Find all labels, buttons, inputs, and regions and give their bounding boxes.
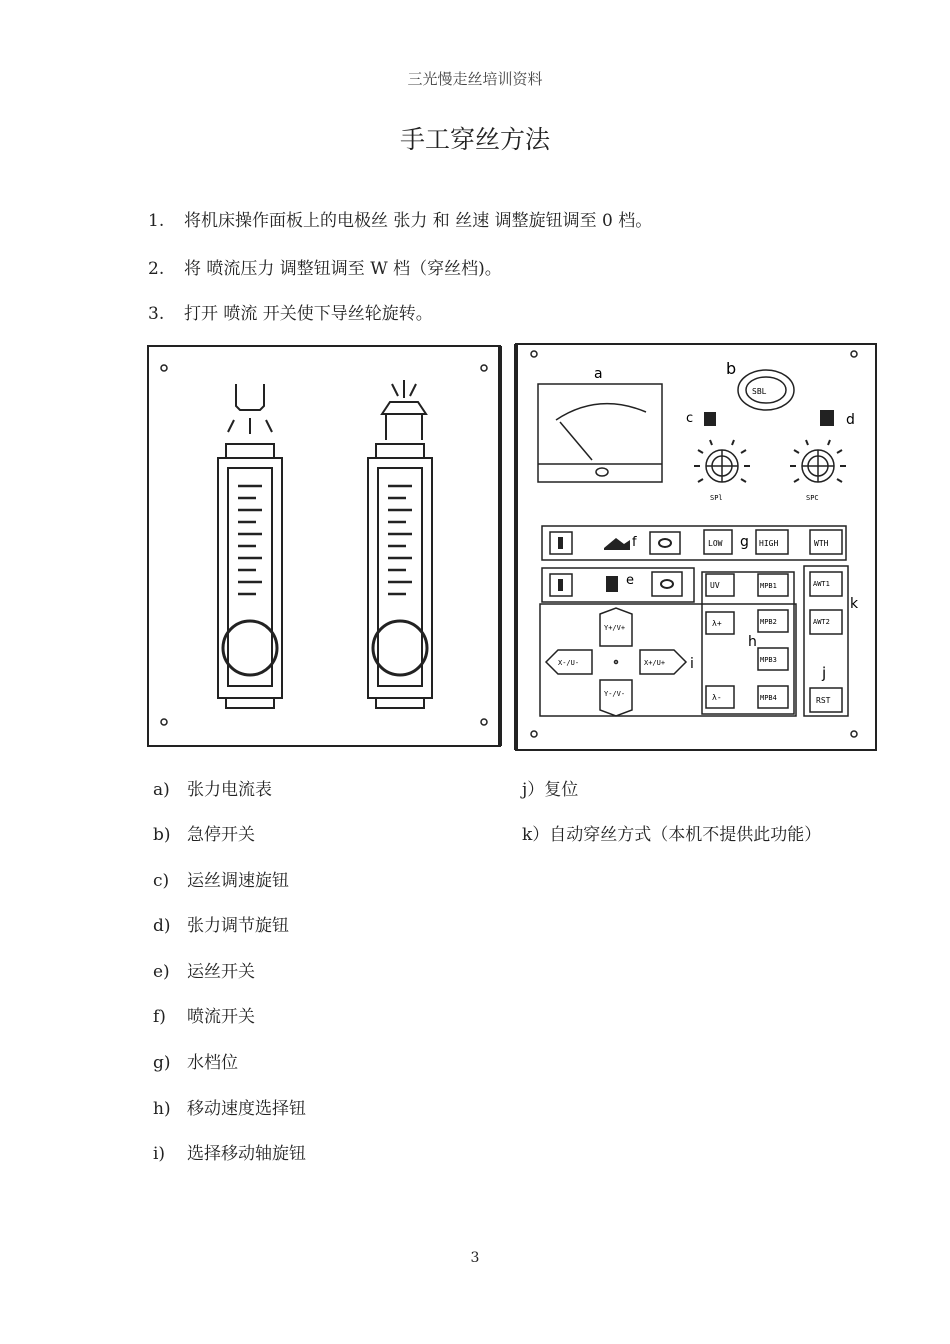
legend-item-a (153, 775, 272, 800)
screw-icon (851, 351, 857, 357)
flow-icon (604, 538, 630, 550)
arrow-down-label: Y-/V- (604, 690, 626, 698)
label-c: c (686, 411, 694, 426)
legend-text: 移动速度选择钮 (187, 1099, 306, 1119)
legend-item-d (153, 911, 289, 936)
btn-uv[interactable]: UV (710, 581, 720, 590)
btn-wth[interactable]: WTH (814, 539, 829, 548)
screw-icon (481, 719, 487, 725)
step-2 (148, 254, 502, 279)
legend-text: 运丝调速旋钮 (187, 871, 289, 891)
legend-key: h) (153, 1099, 171, 1119)
page-header: 三光慢走丝培训资料 (407, 70, 543, 88)
step-number: 1. (148, 211, 165, 231)
legend-key: d) (153, 916, 171, 936)
control-panel-figure (146, 340, 878, 756)
btn-rst[interactable]: RST (816, 696, 831, 705)
legend-key: f) (153, 1007, 166, 1027)
legend-text: 运丝开关 (187, 962, 255, 982)
legend-text: 急停开关 (187, 825, 255, 845)
btn-high[interactable]: HIGH (759, 539, 779, 548)
wire-run-switch-icon (558, 579, 563, 591)
legend-item-i (153, 1139, 306, 1164)
step-text: 将机床操作面板上的电极丝 张力 和 丝速 调整旋钮调至 0 档。 (184, 211, 653, 231)
btn-lambda-minus[interactable]: λ- (712, 693, 722, 702)
legend-text: 张力调节旋钮 (187, 916, 289, 936)
btn-mpb1[interactable]: MPB1 (760, 582, 777, 590)
knob-left-label: SPl (710, 494, 723, 502)
arrow-right-label: X+/U+ (644, 659, 666, 667)
step-number: 2. (148, 259, 165, 279)
label-h: h (748, 634, 757, 650)
legend-key: b) (153, 825, 171, 845)
legend-key: g) (153, 1053, 171, 1073)
step-text: 打开 喷流 开关使下导丝轮旋转。 (184, 304, 433, 324)
legend-item-h (153, 1094, 306, 1119)
wire-run-icon (606, 576, 618, 592)
step-number: 3. (148, 304, 165, 324)
step-text: 将 喷流压力 调整钮调至 W 档（穿丝档)。 (184, 259, 502, 279)
legend-text: 选择移动轴旋钮 (187, 1144, 306, 1164)
btn-lambda-plus[interactable]: λ+ (712, 619, 722, 628)
power-switch-icon (558, 537, 563, 549)
flow-meter-right (368, 380, 432, 708)
left-panel-frame (148, 346, 500, 746)
page-number: 3 (470, 1250, 480, 1266)
legend-text: 张力电流表 (187, 780, 272, 800)
page-title: 手工穿丝方法 (399, 125, 550, 154)
wire-speed-knob (706, 450, 738, 482)
btn-awt2[interactable]: AWT2 (813, 618, 830, 626)
stop-label: SBL (752, 387, 767, 396)
label-i: i (690, 656, 694, 672)
legend-item-b (153, 820, 255, 845)
btn-awt1[interactable]: AWT1 (813, 580, 830, 588)
btn-low[interactable]: LOW (708, 539, 723, 548)
label-f: f (632, 535, 637, 550)
screw-icon (851, 731, 857, 737)
flow-meter-left (218, 384, 282, 708)
screw-icon (481, 365, 487, 371)
knob-right-label: SPC (806, 494, 819, 502)
label-a: a (594, 366, 603, 382)
screw-icon (531, 731, 537, 737)
legend-item-j: j）复位 (522, 780, 579, 800)
legend-key: i) (153, 1144, 166, 1164)
label-j: j (822, 664, 827, 682)
camera-icon (659, 539, 671, 547)
legend-item-k: k）自动穿丝方式（本机不提供此功能） (522, 825, 822, 845)
label-g: g (740, 534, 749, 550)
arrow-up-label: Y+/V+ (604, 624, 626, 632)
legend-item-e (153, 957, 255, 982)
screw-icon (161, 719, 167, 725)
legend-item-f (153, 1002, 255, 1027)
btn-mpb2[interactable]: MPB2 (760, 618, 777, 626)
tension-knob (802, 450, 834, 482)
label-b: b (726, 359, 737, 378)
screw-icon (531, 351, 537, 357)
legend-key: a) (153, 780, 170, 800)
arrow-down-button (600, 680, 632, 716)
legend-item-c (153, 866, 289, 891)
legend-text: 喷流开关 (187, 1007, 255, 1027)
screw-icon (161, 365, 167, 371)
label-e: e (626, 573, 634, 588)
arrow-left-label: X-/U- (558, 659, 580, 667)
btn-mpb4[interactable]: MPB4 (760, 694, 777, 702)
tension-ammeter (538, 384, 662, 482)
btn-mpb3[interactable]: MPB3 (760, 656, 777, 664)
legend-item-g (153, 1048, 238, 1073)
step-3 (148, 299, 433, 324)
legend-key: e) (153, 962, 170, 982)
legend-key: c) (153, 871, 170, 891)
label-d: d (846, 412, 855, 428)
label-k: k (850, 596, 859, 612)
step-1 (148, 206, 652, 231)
legend-text: 水档位 (187, 1053, 238, 1073)
